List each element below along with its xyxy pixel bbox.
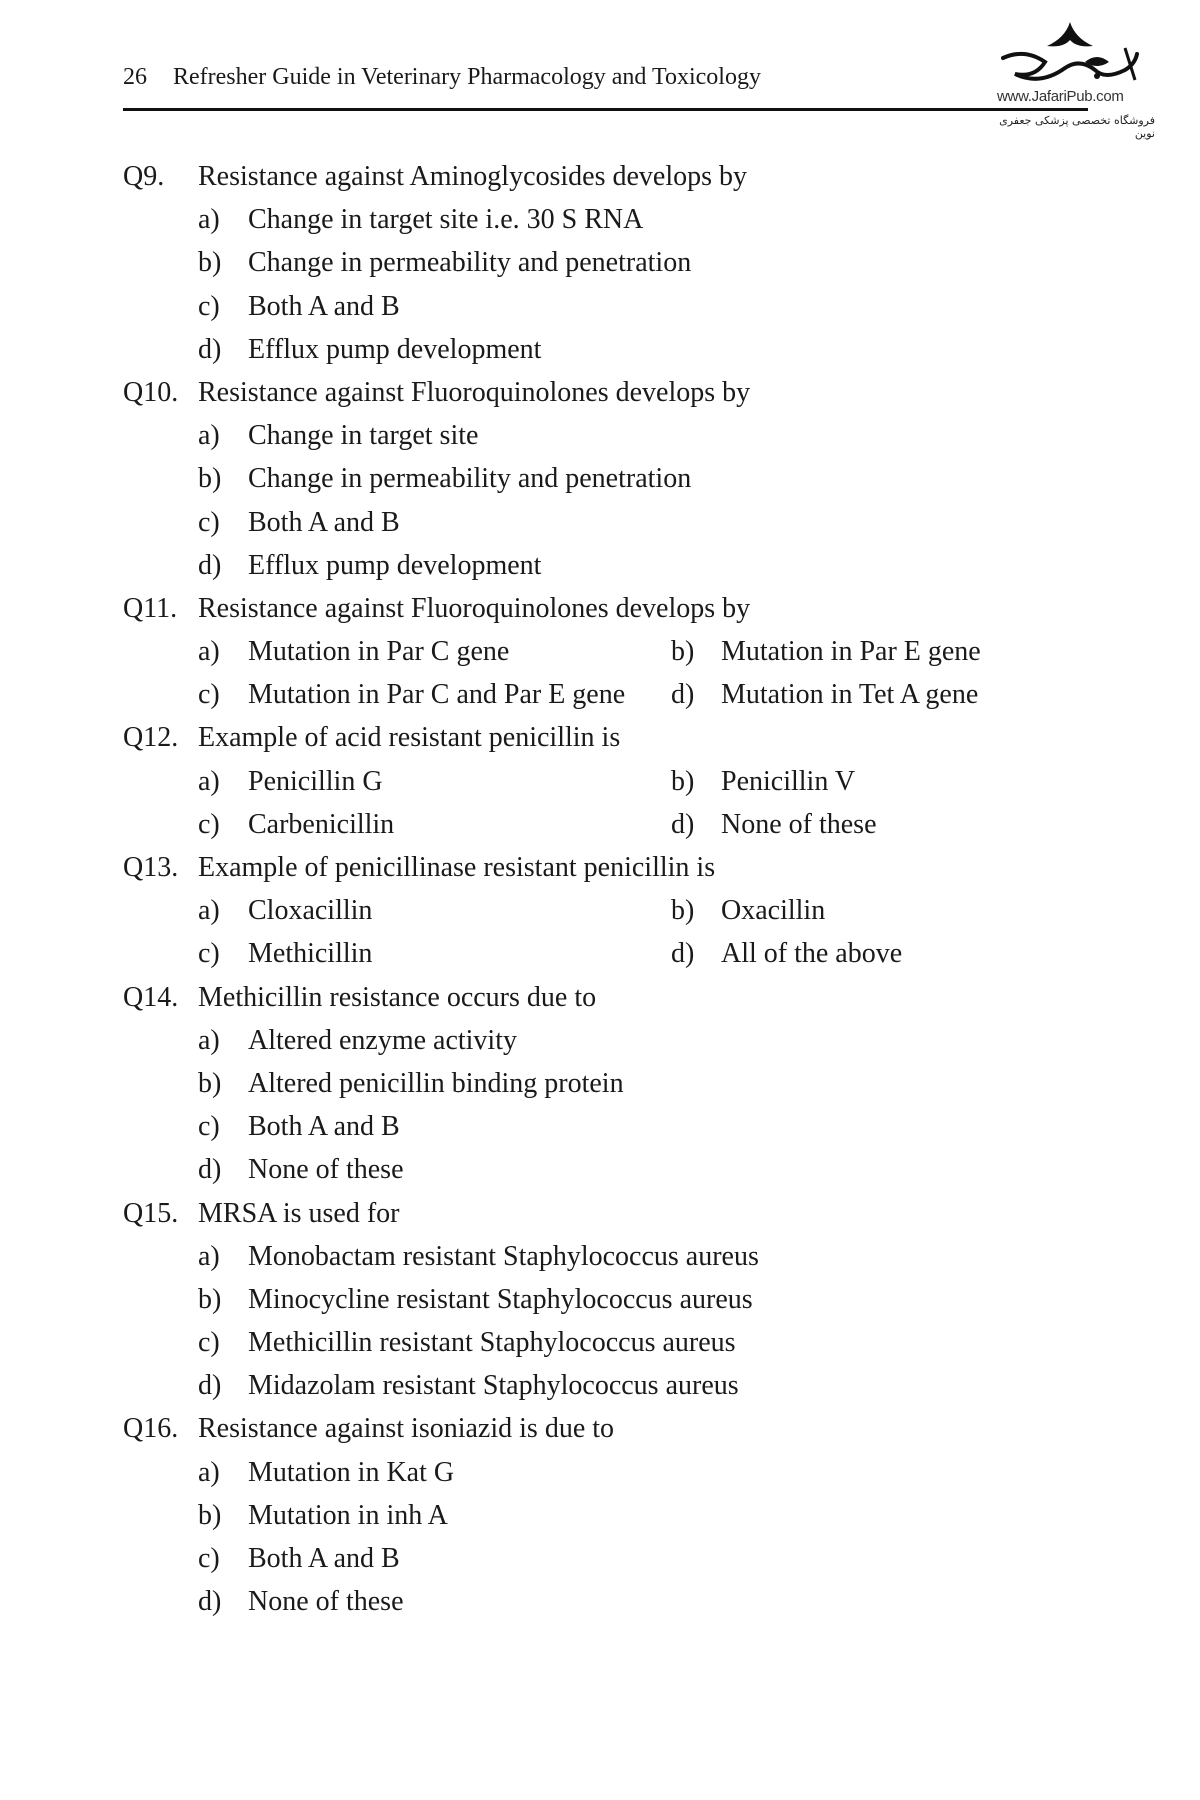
question-number: Q13. <box>123 852 179 883</box>
option-letter: c) <box>198 679 220 711</box>
option-letter: a) <box>198 636 220 668</box>
page-number: 26 <box>123 64 147 90</box>
option-text: Both A and B <box>248 1111 400 1143</box>
option-text: Both A and B <box>248 506 400 538</box>
option-text: Mutation in inh A <box>248 1499 448 1531</box>
option-row <box>0 1278 1200 1321</box>
option-text: Efflux pump development <box>248 333 542 365</box>
option-letter: a) <box>198 420 220 452</box>
option-text: None of these <box>248 1154 404 1186</box>
option-row <box>0 501 1200 544</box>
option-text: Change in permeability and penetration <box>248 463 692 495</box>
option-letter: b) <box>198 463 222 495</box>
question-line <box>0 846 1200 889</box>
option-row <box>0 1235 1200 1278</box>
option-text: All of the above <box>721 938 903 970</box>
option-row <box>0 932 1200 975</box>
question-text: Example of penicillinase resistant penicillin is <box>198 852 716 883</box>
option-letter: b) <box>671 765 695 797</box>
option-text: Methicillin resistant Staphylococcus aureus <box>248 1327 736 1359</box>
option-text: Change in target site i.e. 30 S RNA <box>248 204 644 236</box>
question-number: Q11. <box>123 592 178 624</box>
publisher-logo <box>985 18 1155 138</box>
option-letter: d) <box>198 1154 222 1186</box>
question-line <box>0 1192 1200 1235</box>
option-row <box>0 803 1200 846</box>
option-letter: b) <box>671 636 695 668</box>
question-text: Methicillin resistance occurs due to <box>198 981 597 1013</box>
option-row <box>0 198 1200 241</box>
option-letter: d) <box>671 938 695 970</box>
running-header <box>123 64 761 91</box>
option-letter: c) <box>198 1543 220 1574</box>
option-letter: c) <box>198 1327 220 1359</box>
option-row <box>0 1062 1200 1105</box>
option-letter: d) <box>198 333 222 365</box>
option-text: Oxacillin <box>721 895 826 927</box>
option-text: Penicillin V <box>721 765 856 797</box>
option-letter: a) <box>198 895 220 927</box>
option-letter: c) <box>198 808 220 840</box>
option-letter: d) <box>671 679 695 711</box>
question-line <box>0 371 1200 414</box>
option-row <box>0 1537 1200 1580</box>
question-text: Example of acid resistant penicillin is <box>198 722 621 754</box>
option-text: Change in permeability and penetration <box>248 247 692 279</box>
option-letter: b) <box>198 247 222 279</box>
option-letter: b) <box>198 1283 222 1315</box>
option-letter: c) <box>198 290 220 322</box>
option-text: Both A and B <box>248 290 400 322</box>
option-text: Penicillin G <box>248 765 383 797</box>
option-text: Mutation in Par E gene <box>721 636 981 668</box>
option-text: Minocycline resistant Staphylococcus aureus <box>248 1283 753 1315</box>
option-row <box>0 760 1200 803</box>
option-text: Mutation in Tet A gene <box>721 679 979 711</box>
option-row <box>0 673 1200 716</box>
option-text: Altered penicillin binding protein <box>248 1067 624 1099</box>
option-row <box>0 889 1200 932</box>
option-row <box>0 285 1200 328</box>
question-number: Q9. <box>123 161 165 192</box>
option-text: Cloxacillin <box>248 895 373 927</box>
option-letter: d) <box>198 1586 222 1618</box>
option-row <box>0 457 1200 500</box>
header-rule <box>123 108 1088 111</box>
question-line <box>0 155 1200 198</box>
question-number: Q14. <box>123 981 179 1013</box>
option-letter: c) <box>198 1111 220 1143</box>
option-row <box>0 241 1200 284</box>
option-text: Altered enzyme activity <box>248 1024 517 1056</box>
option-row <box>0 1148 1200 1191</box>
option-letter: a) <box>198 204 220 236</box>
option-letter: c) <box>198 938 220 970</box>
question-text: Resistance against Aminoglycosides develops by <box>198 161 748 192</box>
option-text: None of these <box>721 808 877 840</box>
option-row <box>0 328 1200 371</box>
option-row <box>0 1364 1200 1407</box>
option-text: Both A and B <box>248 1543 400 1574</box>
question-line <box>0 587 1200 630</box>
option-text: Mutation in Par C and Par E gene <box>248 679 626 711</box>
question-line <box>0 716 1200 759</box>
calligraphy-logo-icon <box>985 18 1155 90</box>
option-text: Midazolam resistant Staphylococcus aureus <box>248 1370 739 1402</box>
option-text: Methicillin <box>248 938 373 970</box>
option-row <box>0 1494 1200 1537</box>
option-row <box>0 1321 1200 1364</box>
question-number: Q16. <box>123 1413 179 1445</box>
option-letter: a) <box>198 1456 220 1488</box>
question-list <box>0 155 1200 1623</box>
option-row <box>0 1019 1200 1062</box>
option-text: Carbenicillin <box>248 808 395 840</box>
option-row <box>0 1580 1200 1623</box>
question-number: Q10. <box>123 376 179 408</box>
option-text: Change in target site <box>248 420 479 452</box>
option-letter: b) <box>198 1067 222 1099</box>
option-row <box>0 1105 1200 1148</box>
option-row <box>0 1451 1200 1494</box>
logo-url-text: www.JafariPub.com <box>997 88 1124 105</box>
question-text: Resistance against Fluoroquinolones develops by <box>198 592 751 624</box>
question-text: Resistance against Fluoroquinolones develops by <box>198 376 751 408</box>
question-number: Q12. <box>123 722 179 754</box>
option-text: None of these <box>248 1586 404 1618</box>
option-row <box>0 414 1200 457</box>
option-row <box>0 630 1200 673</box>
option-row <box>0 544 1200 587</box>
option-letter: d) <box>198 1370 222 1402</box>
option-text: Mutation in Par C gene <box>248 636 510 668</box>
option-letter: d) <box>198 549 222 581</box>
question-line <box>0 976 1200 1019</box>
running-title: Refresher Guide in Veterinary Pharmacology and Toxicology <box>173 64 761 90</box>
question-line <box>0 1407 1200 1450</box>
question-text: Resistance against isoniazid is due to <box>198 1413 615 1445</box>
option-letter: a) <box>198 765 220 797</box>
option-letter: b) <box>198 1499 222 1531</box>
option-letter: b) <box>671 895 695 927</box>
option-text: Mutation in Kat G <box>248 1456 455 1488</box>
option-letter: a) <box>198 1024 220 1056</box>
option-text: Monobactam resistant Staphylococcus aureus <box>248 1240 759 1272</box>
option-text: Efflux pump development <box>248 549 542 581</box>
option-letter: c) <box>198 506 220 538</box>
logo-persian-text: فروشگاه تخصصی پزشکی جعفری نوین <box>999 114 1155 140</box>
option-letter: a) <box>198 1240 220 1272</box>
option-letter: d) <box>671 808 695 840</box>
question-number: Q15. <box>123 1197 179 1229</box>
question-text: MRSA is used for <box>198 1197 400 1229</box>
